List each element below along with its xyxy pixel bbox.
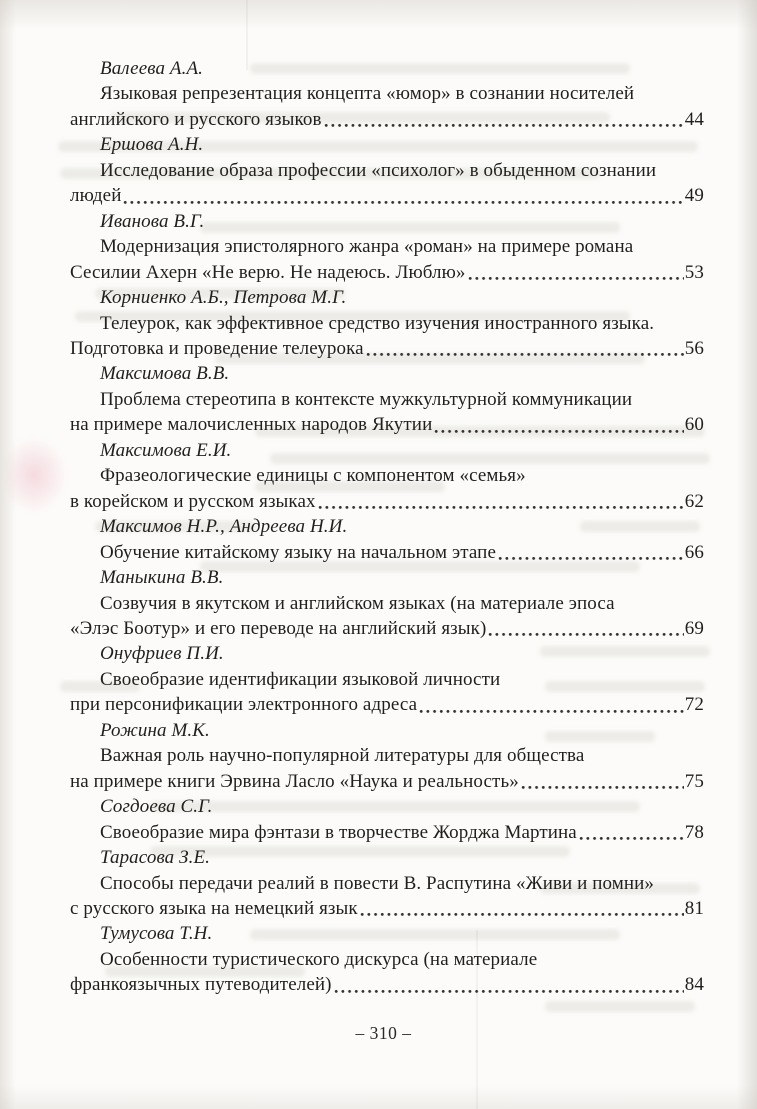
toc-entry [70, 845, 704, 921]
toc-entry-title-line: Телеурок, как эффективное средство изучения иностранного языка. [100, 312, 655, 334]
toc-entry-title-line: Своеобразие мира фэнтази в творчестве Жорджа Мартина [100, 821, 577, 843]
toc-page-number: 72 [684, 694, 704, 716]
toc-entry-leader-line [70, 820, 704, 845]
toc-leader-dots [434, 429, 683, 434]
toc-entry [70, 718, 704, 794]
toc-entry-title-line: Способы передачи реалий в повести В. Распутина «Живи и помни» [100, 872, 655, 894]
toc-page-number: 78 [684, 821, 704, 843]
toc-entry [70, 794, 704, 845]
toc-leader-dots [419, 709, 684, 714]
toc-entry-title-line: на примере книги Эрвина Ласло «Наука и реальность» [70, 770, 519, 792]
toc-entry-leader-line [70, 107, 704, 132]
toc-entry [70, 565, 704, 641]
toc-page-number: 44 [684, 108, 704, 130]
toc-entry-title-line: Обучение китайскому языку на начальном этапе [100, 541, 496, 563]
toc-entry-title-line: на примере малочисленных народов Якутии [70, 414, 433, 436]
toc-entry-leader-line [70, 540, 704, 565]
toc-leader-dots [366, 352, 684, 357]
toc-entry-authors: Ершова А.Н. [100, 134, 204, 156]
toc-entry-title-line: английского и русского языков [70, 108, 322, 130]
toc-page-number: 60 [684, 414, 704, 436]
toc-entry [70, 514, 704, 565]
toc-entry-title-line: Модернизация эпистолярного жанра «роман» на примере романа [100, 236, 634, 258]
toc-entry-title-line: Фразеологические единицы с компонентом «семья» [100, 465, 526, 487]
toc-entry-leader-line [70, 183, 704, 208]
toc-page-number: 56 [684, 337, 704, 359]
toc-leader-dots [123, 200, 683, 205]
toc-entry-leader-line [70, 896, 704, 921]
toc-entry-title-line: Важная роль научно-популярной литературы для общества [100, 745, 585, 767]
toc-entry-leader-line [70, 489, 704, 514]
toc-entry-authors: Маныкина В.В. [100, 567, 224, 589]
toc-entry-authors: Максимова Е.И. [100, 439, 232, 461]
toc-entry-title-line: Созвучия в якутском и английском языках (на материале эпоса [100, 592, 615, 614]
toc-leader-dots [488, 632, 683, 637]
toc-entry-title-line: Подготовка и проведение телеурока [70, 337, 364, 359]
toc-entry [70, 132, 704, 208]
toc-leader-dots [318, 505, 684, 510]
toc-page-number: 53 [684, 261, 704, 283]
toc-leader-dots [360, 912, 684, 917]
toc-entry-authors: Тарасова З.Е. [100, 847, 211, 869]
toc-entry-title-line: «Элэс Боотур» и его переводе на английский язык) [70, 617, 487, 639]
toc-leader-dots [579, 836, 684, 841]
toc-entry [70, 285, 704, 361]
pink-smudge-artifact [6, 436, 68, 514]
toc-entry [70, 641, 704, 717]
toc-page-number: 84 [684, 974, 704, 996]
toc-page-number: 69 [684, 617, 704, 639]
toc-entry-authors: Максимов Н.Р., Андреева Н.И. [100, 516, 348, 538]
toc-entry-leader-line [70, 336, 704, 361]
toc-entry-title-line: с русского языка на немецкий язык [70, 897, 358, 919]
toc-entry-authors: Корниенко А.Б., Петрова М.Г. [100, 287, 347, 309]
toc-leader-dots [324, 123, 684, 128]
toc-entry-authors: Тумусова Т.Н. [100, 923, 213, 945]
toc-entry-leader-line [70, 769, 704, 794]
toc-leader-dots [521, 785, 684, 790]
bleedthrough-artifact [545, 1001, 695, 1012]
toc-entry-leader-line [70, 692, 704, 717]
toc-entry-leader-line [70, 616, 704, 641]
toc-entry [70, 56, 704, 132]
toc-entry-authors: Максимова В.В. [100, 363, 230, 385]
toc-entry-authors: Иванова В.Г. [100, 210, 205, 232]
toc-leader-dots [334, 989, 684, 994]
toc-page-number: 62 [684, 490, 704, 512]
toc-entry-title-line: Особенности туристического дискурса (на материале [100, 948, 538, 970]
toc-entry [70, 438, 704, 514]
toc-entry-leader-line [70, 972, 704, 997]
toc-page-number: 75 [684, 770, 704, 792]
toc-entry-authors: Рожина М.К. [100, 719, 210, 741]
toc-entry-title-line: людей [70, 185, 122, 207]
toc-page-number: 49 [684, 185, 704, 207]
toc-page-number: 81 [684, 897, 704, 919]
toc-entry-authors: Согдоева С.Г. [100, 796, 213, 818]
toc-entry-title-line: при персонификации электронного адреса [70, 694, 418, 716]
toc-entry-title-line: Своеобразие идентификации языковой личности [100, 668, 501, 690]
toc-entry-title-line: Языковая репрезентация концепта «юмор» в сознании носителей [100, 83, 635, 105]
toc-entry-title-line: франкоязычных путеводителей) [70, 974, 332, 996]
toc-entry-leader-line [70, 260, 704, 285]
toc-entry [70, 921, 704, 997]
page-footer-number: – 310 – [355, 1023, 412, 1043]
toc-leader-dots [498, 556, 684, 561]
toc-entry-title-line: Сесилии Ахерн «Не верю. Не надеюсь. Люблю» [70, 261, 466, 283]
toc-entry-title-line: Исследование образа профессии «психолог» в обыденном сознании [100, 159, 657, 181]
table-of-contents [70, 56, 704, 998]
toc-entry-authors: Валеева А.А. [100, 58, 204, 79]
toc-page-number: 66 [684, 541, 704, 563]
toc-entry-leader-line [70, 412, 704, 437]
toc-entry-title-line: в корейском и русском языках [70, 490, 316, 512]
toc-leader-dots [468, 276, 684, 281]
toc-entry-title-line: Проблема стереотипа в контексте мужкультурной коммуникации [100, 388, 633, 410]
toc-entry [70, 361, 704, 437]
toc-entry [70, 209, 704, 285]
toc-entry-authors: Онуфриев П.И. [100, 643, 224, 665]
